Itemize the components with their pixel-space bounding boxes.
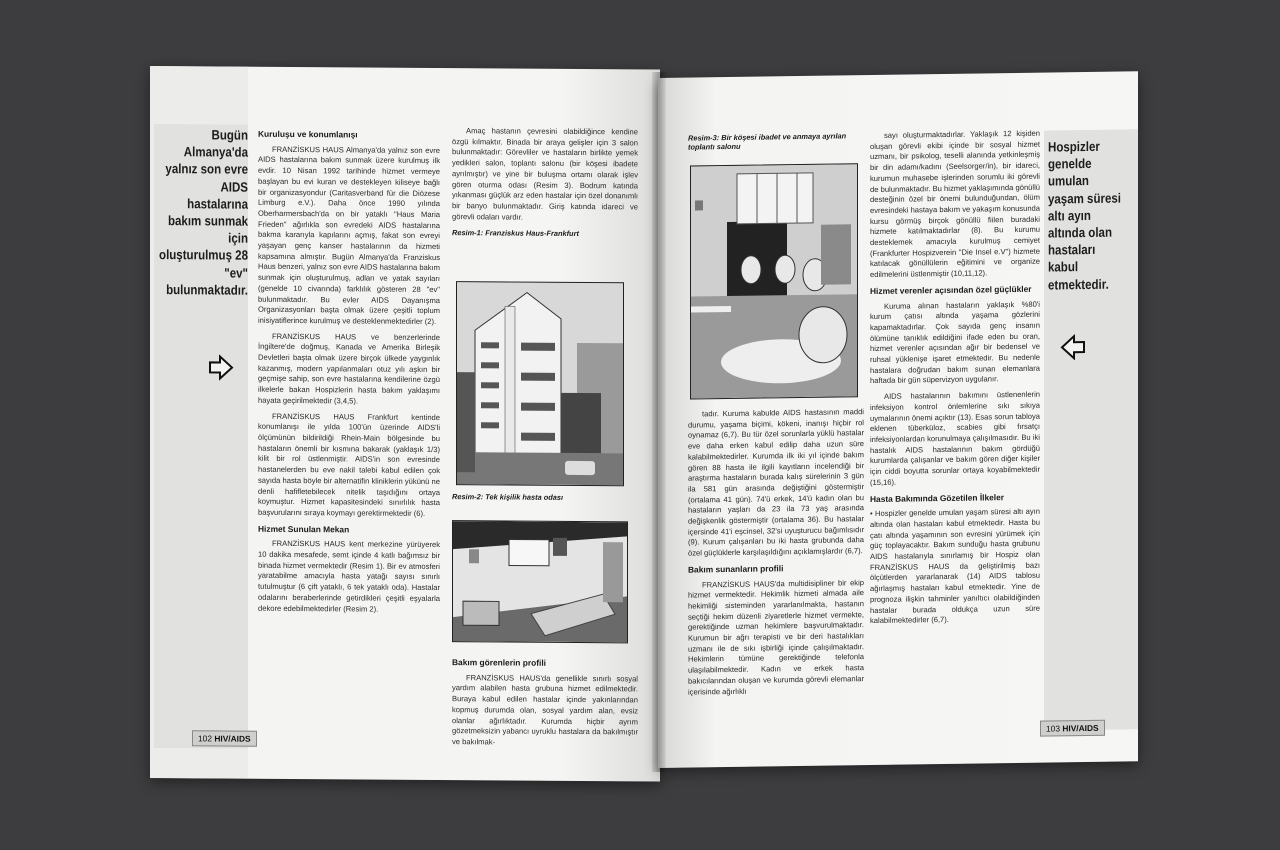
- photo-caption: Resim-1: Franziskus Haus-Frankfurt: [452, 228, 579, 239]
- folio-number: 103: [1046, 723, 1060, 734]
- arrow-right-icon: [208, 354, 234, 380]
- left-column-1: [258, 125, 440, 621]
- room-photo: [452, 520, 628, 643]
- building-photo: [456, 281, 624, 486]
- photo-caption: Resim-2: Tek kişilik hasta odası: [452, 492, 564, 502]
- meeting-room-photo: [690, 163, 858, 399]
- folio-title: HIV/AIDS: [214, 733, 251, 744]
- pull-quote-right: Hospizler genelde umulan yaşam süresi altı ayın altında olan hastaları kabul etmektedir.: [1048, 138, 1121, 293]
- right-column-2: [870, 129, 1040, 632]
- paragraph: sayı oluşturmaktadırlar. Yaklaşık 12 kişiden oluşan görevli ekibi içinde bir sosyal hizmet uzmanı, bir psikolog, teselli alanında yetkinleşmiş bir din adamı/kadını (Seelsorger/in), bir idareci, kurumun muhasebe işlerinden sorumlu iki görevli de bulunmaktadır. Bu hizmet yaklaşımında gönüllü desteğinin özel bir önemi bulunduğundan, ölüm evresindeki hastaya bakım ve yakaşım konusunda kursu görmüş birçok gönüllü fiilen buradaki hizmete katılmaktadırlar (8). Bu kurumu desteklemek amacıyla kurulmuş cemiyet (Frankfurter Hospizverein "Die Insel e.V") hizmete katılacak gönüllülerin eğitimini ve organize edilmelerini üstlenmiştir (10,11,12).: [870, 128, 1040, 280]
- photo-caption: Resim-3: Bir köşesi ibadet ve anmaya ayrılan toplantı salonu: [688, 131, 847, 152]
- paragraph: • Hospizler genelde umulan yaşam süresi altı ayın altında olan hastaları kabul etmektedir. Hasta bu çatı altında yaşamının son evresini yürümek için güç toplayacaktır. Bakım sunduğu hasta grubunu AIDS hastalarıyla sınırlamış bir Hospiz olan FRANZİSKUS HAUS da geliştirilmiş bazı ölçütlerden yararlanarak (14) AIDS tablosu ağırlaşmış hastaları kabul etmektedir. Yine de prognoza ilişkin tahminler yanıltıcı olabildiğinden hastalar burada oldukça uzun süre kalabilmektedirler (6,7).: [870, 506, 1040, 626]
- section-heading: Bakım sunanların profili: [688, 563, 784, 575]
- book-gutter: [652, 72, 666, 772]
- folio-title: HIV/AIDS: [1062, 722, 1099, 734]
- section-heading: Hizmet Sunulan Mekan: [258, 523, 350, 535]
- right-page: [658, 71, 1138, 768]
- paragraph: tadır. Kuruma kabulde AIDS hastasının maddi durumu, yaşama biçimi, kökeni, inanışı hiçbir rol oynamaz (6,7). Bu tür özel sorunlarla yüklü hastalar eve daha erken kabul edilip daha uzun süre kalabilmektedirler. Kurumda ilk iki yıl içinde bakım gören 88 hasta ile ilgili kayıtların incelendiği bir araştırma hastaların burada kalış sürelerinin 3 gün ila 581 gün arasında değiştiğini göstermiştir (ortalama 41 gün). 74'ü erkek, 14'ü kadın olan bu hastaların yaşları da 23 ila 73 yaş arasında değişkenlik göstermiştir (ortalama 36). Bu hastalar içersinde 41'i eşcinsel, 32'si uyuşturucu bağımlısıdır (9). Kurum çalışanları bu iki hasta grubunda daha özel güçlüklerle karşılaşıldığını açıklamışlardır (6,7).: [688, 407, 864, 558]
- paragraph: Kuruma alınan hastaların yaklaşık %80'i kurum çatısı altında yaşama gözlerini kapamaktadırlar. Çok sayıda genç insanın ölümüne tanıklık edildiğini ifade eden bu oran, hizmet verenler açısından ağır bir bedensel ve ruhsal yüklenişe işaret etmektedir. Bu nedenle hastalara doğrudan bakım sunan elemanlara haftada bir gün süpervizyon uygulanır.: [870, 299, 1040, 386]
- right-column-1: [688, 407, 864, 703]
- section-heading: Hizmet verenler açısından özel güçlükler: [870, 283, 1032, 296]
- paragraph: FRANZİSKUS HAUS kent merkezine yürüyerek 10 dakika mesafede, semt içinde 4 katlı bağımsız bir binada hizmet vermektedir (Resim 1). Bir ev atmosferi yaratabilme amacıyla hasta yatağı sayısı sınırlı tutulmuştur (6 çift yataklı, 6 tek yataklı oda). Hastalar odalarını beraberlerinde getirdikleri çeşitli eşyalarla dekore edebilmektedirler (Resim 2).: [258, 539, 440, 614]
- section-heading: Hasta Bakımında Gözetilen İlkeler: [870, 491, 1005, 504]
- left-column-2: [452, 126, 638, 244]
- paragraph: FRANZİSKUS HAUS Almanya'da yalnız son evre AIDS hastalarına bakım sunmak üzere kurulmuş ilk evdir. 10 Nisan 1992 tarihinde hizmet vermeye başlayan bu evi kuran ve destekleyen kiliseye bağlı bir organizasyondur (Caritasverband für die Diözese Limburg e.V.). Daha önce 1990 yılında Oberharmersbach'da on bir yataklı "Haus Maria Frieden" ağırlıkla son evredeki AIDS hastalarına bakma kararıyla kapılarını açmış, fakat son evreyi yaşayan genç kanser hastalarının da hizmeti kapsamına almıştır. Bugün Almanya'da Franziskus Haus benzeri, yalnız son evre AIDS hastalarına bakım sunmak için oluşturulmuş, adları ve yatak sayıları (genelde 10 civarında) farklılık gösteren 28 "ev" bulunmaktadır. Bu evler AIDS Dayanışma Organizasyonları başta olmak üzere çeşitli toplum inisiyatiflerince kurulmuş ve desteklenmektedirler (2).: [258, 144, 440, 326]
- page-number-left: [192, 730, 257, 746]
- page-number-right: [1040, 720, 1105, 737]
- paragraph: FRANZİSKUS HAUS'da multidisipliner bir ekip hizmet vermektedir. Hekimlik hizmeti almada aile hekimliği sisteminden yararlanılmakta, hastanın seçtiği hekim düzenli ziyaretlerle hizmet vermekte, gerektiğinde uzman hekimlere başvurulmaktadır. Kurumun bir ağrı terapisti ve bir deri hastalıkları uzmanı ile de sıkı işbirliği içinde çalışılmaktadır. Hekimlerin tümüne gerektiğinde telefonla ulaşılabilmektedir. Kadın ve erkek hasta bakıcılarından oluşan ve kurumda görevli elemanlar içerisinde ağırlıklı: [688, 577, 864, 697]
- left-page: [150, 66, 660, 782]
- paragraph: Amaç hastanın çevresini olabildiğince kendine özgü kılmaktır. Binada bir araya gelişler için 3 salon bulunmaktadır: Görevliler ve hastaların birlikte yemek yedikleri salon, toplantı salonu (bir köşesi ibadete ayrılmıştır) ve yine bir buluşma ortamı olarak işlev gören oturma odası (Resim 3). Bodrum katında yıkanması güçlük arz eden hastalar için özel donanımlı bir banyo bulunmaktadır. Giriş katında idareci ve görevli odaları vardır.: [452, 126, 638, 222]
- pull-quote-left: Bugün Almanya'da yalnız son evre AIDS hastalarına bakım sunmak için oluşturulmuş 28 "ev" bulunmaktadır.: [159, 127, 248, 298]
- left-column-2-lower: [452, 653, 638, 754]
- paragraph: FRANZİSKUS HAUS Frankfurt kentinde konumlanışı ile yılda 100'ün üzerinde AIDS'li ölçümünün bildirildiği Rhein-Main bölgesinde bu hastaların önemli bir kısmına bakarak (yaklaşık 1/3) kilit bir rol üstlenmiştir. AIDS'in son evresinde hastanelerden bu eve nakil talebi kabul edilen çok sayıda hasta böyle bir alternatifin kliniklerin yükünü ne denli hafifletebilecek nitelik taşıdığını ortaya koymuştur. Hizmet kapasitesindeki sınırlılık hasta başvurularını sıraya koymayı gerektirmektedir (6).: [258, 411, 440, 518]
- paragraph: FRANZİSKUS HAUS ve benzerlerinde İngiltere'de doğmuş, Kanada ve Amerika Birleşik Devletleri başta olmak üzere birçok ülkede yaygınlık kazanmış, modern yapılanmaları otuz yılı aşkın bir geçmişe sahip, son evre hastalarına kendilerine özgü ilkelerle bakan Hospizlerin hasta bakım yaklaşımı hayata geçirilmektedir (3,4,5).: [258, 331, 440, 406]
- arrow-left-icon: [1060, 334, 1086, 360]
- folio-number: 102: [198, 733, 212, 744]
- section-heading: Bakım görenlerin profili: [452, 657, 547, 668]
- section-heading: Kuruluşu ve konumlanışı: [258, 128, 358, 140]
- paragraph: FRANZİSKUS HAUS'da genellikle sınırlı sosyal yardım alabilen hasta grubuna hizmet edilmektedir. Buraya kabul edilen hastalar içinde yakınlarından kopmuş durumda olan, sosyal yardım alan, evsiz olanlar ağırlıktadır. Kurumda hiçbir ayrım gözetmeksizin yabancı uyruklu hastalara da bakılmıştır ve bakılmak-: [452, 672, 638, 747]
- paragraph: AIDS hastalarının bakımını üstlenenlerin infeksiyon kontrol önlemlerine sıkı sıkıya uymalarının önemi açıktır (13). Esas sorun tabloya eklenen tüberküloz, scabies gibi fırsatçı infeksiyonlardan korunulmaya çalışılmasıdır. Bu iki hastalık AIDS hastalarının bakım gördüğü kurumlarda çalışanlar ve bakım gören diğer kişiler için ciddi boyutta sorunlar ortaya koyabilmektedir (15,16).: [870, 389, 1040, 487]
